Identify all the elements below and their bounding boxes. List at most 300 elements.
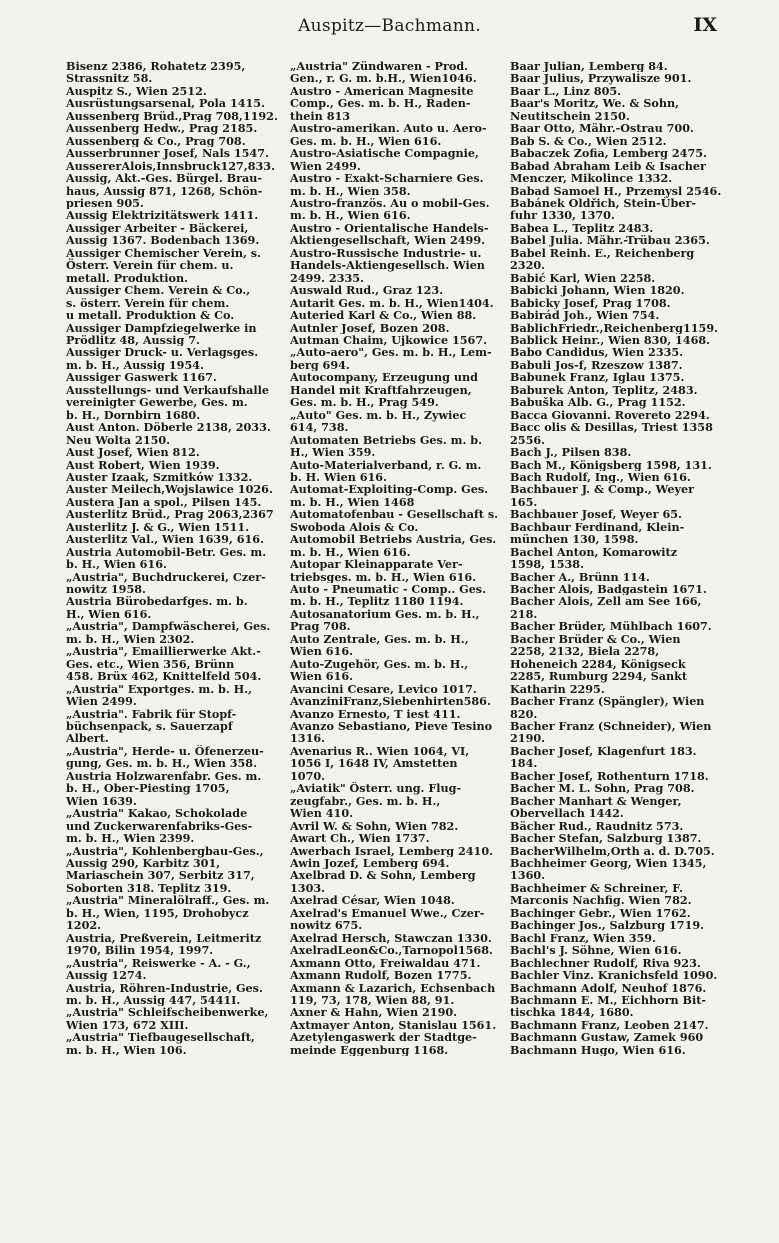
directory-entry — [66, 85, 302, 97]
entry-line: m. b. H., Wien 106. — [66, 1042, 187, 1057]
entry-line: Bachmann Hugo, Wien 616. — [510, 1043, 686, 1057]
directory-entry — [66, 708, 302, 745]
directory-entry — [66, 284, 302, 321]
entry-line: 1316. — [290, 731, 326, 745]
entry-line: Aussig, Akt.-Ges. Bürgel. Brau- — [66, 172, 263, 186]
directory-entry — [66, 346, 302, 371]
directory-entry — [66, 371, 302, 383]
entry-line: Wien 173, 672 XIII. — [66, 1017, 189, 1032]
directory-entry — [66, 172, 302, 209]
directory-entry — [510, 409, 746, 421]
entry-line: Babad Samoel H., Przemysl 2546. — [510, 184, 722, 197]
entry-line: Bacher Manhart & Wenger, — [510, 794, 682, 808]
entry-line: m. b. H., Teplitz 1180 1194. — [290, 594, 464, 608]
entry-line: m. b. H., Wien 616. — [290, 544, 411, 559]
directory-entry — [290, 558, 508, 583]
directory-entry — [290, 633, 508, 658]
directory-entry — [510, 346, 746, 358]
entry-line: Babunek Franz, Iglau 1375. — [510, 371, 685, 384]
directory-entry — [510, 944, 746, 956]
directory-entry — [510, 359, 746, 371]
entry-line: 119, 73, 178, Wien 88, 91. — [290, 992, 455, 1007]
directory-entry — [290, 869, 508, 894]
directory-entry — [66, 571, 302, 596]
entry-line: Wien 616. — [290, 669, 354, 683]
entry-line: Aussig 1274. — [66, 968, 147, 982]
entry-line: Ges. m. b. H., Prag 549. — [290, 395, 439, 409]
entry-line: Baar L., Linz 805. — [510, 84, 622, 98]
entry-line: Axmann Rudolf, Bozen 1775. — [290, 969, 472, 982]
entry-line: Bachbauer Josef, Weyer 65. — [510, 508, 682, 521]
entry-line: „Austria" Tiefbaugesellschaft, — [66, 1031, 255, 1045]
entry-line: Aussenberg & Co., Prag 708. — [66, 134, 246, 148]
directory-entry — [510, 135, 746, 147]
directory-entry — [510, 334, 746, 346]
entry-line: Swoboda Alois & Co. — [290, 519, 419, 534]
entry-line: Automobil Betriebs Austria, Ges. — [290, 533, 497, 547]
directory-entry — [510, 85, 746, 97]
entry-line: „Austria" Mineralölraff., Ges. m. — [66, 894, 270, 908]
page-title: Auspitz—Bachmann. — [298, 16, 481, 36]
entry-line: BablichFriedr.,Reichenberg1159. — [510, 321, 719, 334]
directory-entry — [510, 546, 746, 571]
entry-line: Babad Abraham Leib & Isacher — [510, 159, 706, 173]
directory-entry — [290, 334, 508, 346]
directory-entry — [510, 832, 746, 844]
entry-line: 458. Brüx 462, Knittelfeld 504. — [66, 669, 262, 683]
entry-line: „Auto" Ges. m. b. H., Zywiec — [290, 408, 467, 422]
entry-line: Aussenberg Hedw., Prag 2185. — [66, 122, 258, 135]
entry-line: Bacher Franz (Schneider), Wien — [510, 720, 712, 734]
directory-entry — [290, 708, 508, 720]
directory-entry — [510, 994, 746, 1019]
directory-entry — [510, 297, 746, 309]
directory-entry — [290, 907, 508, 932]
entry-line: Bachmann Gustaw, Zamek 960 — [510, 1031, 704, 1044]
entry-line: Auster Meilech,Wojslawice 1026. — [66, 483, 273, 496]
directory-entry — [290, 222, 508, 247]
entry-line: Aussig 1367. Bodenbach 1369. — [66, 233, 260, 247]
entry-line: 184. — [510, 756, 538, 770]
directory-entry — [290, 247, 508, 284]
entry-line: Aussig Elektrizitätswerk 1411. — [66, 209, 259, 222]
entry-line: Austerlitz Brüd., Prag 2063,2367 — [66, 508, 274, 521]
entry-line: Austria Automobil-Betr. Ges. m. — [66, 545, 267, 559]
entry-line: Aussiger Arbeiter - Bäckerei, — [66, 221, 249, 235]
entry-line: berg 694. — [290, 357, 350, 372]
entry-line: Bacher Brüder, Mühlbach 1607. — [510, 620, 712, 633]
directory-column-2 — [290, 60, 508, 1056]
entry-line: m. b. H., Wien 358. — [290, 183, 411, 197]
directory-entry — [510, 595, 746, 620]
directory-entry — [290, 434, 508, 459]
entry-line: Aussiger Chemischer Verein, s. — [66, 246, 261, 260]
entry-line: Auto-Zugehör, Ges. m. b. H., — [290, 657, 469, 671]
directory-column-1 — [66, 60, 302, 1056]
directory-entry — [66, 894, 302, 931]
entry-line: m. b. H., Wien 616. — [290, 208, 411, 222]
entry-line: Bisenz 2386, Rohatetz 2395, — [66, 60, 246, 73]
entry-line: zeugfabr., Ges. m. b. H., — [290, 793, 441, 808]
entry-line: Bachinger Gebr., Wien 1762. — [510, 906, 691, 920]
entry-line: Wien 2499. — [290, 158, 361, 173]
entry-line: 165. — [510, 494, 538, 509]
directory-entry — [290, 782, 508, 819]
entry-line: Albert. — [66, 731, 109, 745]
directory-entry — [510, 384, 746, 396]
directory-entry — [66, 160, 302, 172]
directory-entry — [510, 508, 746, 520]
entry-line: nowitz 675. — [290, 918, 363, 932]
entry-line: Automaten Betriebs Ges. m. b. — [290, 433, 482, 447]
entry-line: 2556. — [510, 432, 546, 447]
directory-entry — [66, 97, 302, 109]
entry-line: Automat-Exploiting-Comp. Ges. — [290, 483, 489, 497]
entry-line: tischka 1844, 1680. — [510, 1005, 634, 1019]
entry-line: H., Wien 359. — [290, 445, 376, 459]
directory-entry — [510, 1044, 746, 1056]
entry-line: Bacca Giovanni. Rovereto 2294. — [510, 408, 710, 422]
entry-line: Austro-französ. Au o mobil-Ges. — [290, 196, 490, 210]
entry-line: Baar Otto, Mähr.-Ostrau 700. — [510, 122, 694, 135]
entry-line: Auteried Karl & Co., Wien 88. — [290, 309, 477, 322]
entry-line: Bachler Vinz. Kranichsfeld 1090. — [510, 969, 718, 982]
directory-entry — [290, 982, 508, 1007]
entry-line: Bachmann Adolf, Neuhof 1876. — [510, 981, 707, 994]
directory-entry — [290, 197, 508, 222]
directory-column-3 — [510, 60, 746, 1056]
directory-entry — [290, 85, 508, 122]
directory-entry — [290, 894, 508, 906]
directory-entry — [510, 60, 746, 72]
entry-line: Austerlitz J. & G., Wien 1511. — [66, 520, 250, 534]
entry-line: Bacher Stefan, Salzburg 1387. — [510, 832, 702, 845]
directory-entry — [510, 633, 746, 695]
entry-line: AvanziniFranz,Siebenhirten586. — [290, 695, 491, 708]
directory-entry — [290, 172, 508, 197]
directory-entry — [510, 845, 746, 857]
entry-line: Bacher Alois, Zell am See 166, — [510, 595, 702, 609]
entry-line: Automatofenbau - Gesellschaft s. — [290, 508, 499, 522]
directory-entry — [510, 222, 746, 234]
entry-line: Ges. m. b. H., Wien 616. — [290, 133, 442, 148]
entry-line: münchen 130, 1598. — [510, 532, 639, 546]
directory-entry — [66, 932, 302, 957]
directory-entry — [66, 1031, 302, 1056]
directory-entry — [66, 595, 302, 620]
entry-line: Baar Julius, Przywalisze 901. — [510, 72, 692, 85]
directory-entry — [66, 745, 302, 770]
directory-entry — [66, 459, 302, 471]
entry-line: Austera Jan a spol., Pilsen 145. — [66, 495, 262, 509]
directory-entry — [510, 421, 746, 446]
entry-line: Avanzo Sebastiano, Pieve Tesino — [290, 720, 493, 734]
entry-line: m. b. H., Wien 2302. — [66, 631, 195, 646]
directory-entry — [66, 845, 302, 895]
entry-line: Bacher M. L. Sohn, Prag 708. — [510, 782, 695, 795]
entry-line: Soborten 318. Teplitz 319. — [66, 880, 232, 895]
directory-entry — [290, 658, 508, 683]
entry-line: büchsenpack, s. Sauerzapf — [66, 719, 233, 734]
entry-line: Bab S. & Co., Wien 2512. — [510, 134, 667, 148]
entry-line: AxelradLeon&Co.,Tarnopol1568. — [290, 944, 493, 957]
entry-line: Babea L., Teplitz 2483. — [510, 221, 654, 235]
directory-entry — [510, 471, 746, 483]
entry-line: „Austria", Herde- u. Öfenerzeu- — [66, 744, 264, 758]
directory-entry — [510, 795, 746, 820]
entry-line: Axmann & Lazarich, Echsenbach — [290, 981, 496, 995]
entry-line: thein 813 — [290, 108, 351, 123]
entry-line: Austro-Russische Industrie- u. — [290, 246, 482, 260]
entry-line: m. b. H., Aussig 1954. — [66, 357, 204, 372]
directory-entry — [290, 1031, 508, 1056]
entry-line: Bachheimer Georg, Wien 1345, — [510, 857, 707, 870]
directory-entry — [510, 982, 746, 994]
directory-entry — [290, 147, 508, 172]
entry-line: Wien 410. — [290, 806, 354, 820]
entry-line: Avenarius R.. Wien 1064, VI, — [290, 744, 470, 758]
directory-entry — [510, 1019, 746, 1031]
entry-line: Aussig 290, Karbitz 301, — [66, 856, 221, 870]
entry-line: Auto Zentrale, Ges. m. b. H., — [290, 632, 469, 646]
entry-line: 1360. — [510, 868, 546, 882]
directory-entry — [510, 459, 746, 471]
directory-entry — [290, 944, 508, 956]
entry-line: „Austria" Zündwaren - Prod. — [290, 60, 469, 73]
directory-entry — [66, 982, 302, 1007]
directory-entry — [66, 60, 302, 85]
directory-entry — [510, 396, 746, 408]
entry-line: Bacher Josef, Klagenfurt 183. — [510, 744, 697, 758]
entry-line: Axelrad César, Wien 1048. — [290, 894, 455, 907]
directory-entry — [510, 147, 746, 159]
entry-line: Wien 1639. — [66, 793, 137, 808]
entry-line: Babuli Jos-f, Rzeszow 1387. — [510, 358, 683, 372]
entry-line: Bachbauer J. & Comp., Weyer — [510, 483, 694, 497]
directory-entry — [510, 234, 746, 246]
entry-line: Ausstellungs- und Verkaufshalle — [66, 383, 270, 397]
directory-entry — [66, 421, 302, 433]
directory-entry — [290, 845, 508, 857]
entry-line: Auswald Rud., Graz 123. — [290, 284, 444, 297]
entry-line: „Austria", Buchdruckerei, Czer- — [66, 570, 266, 584]
entry-line: Ges. etc., Wien 356, Brünn — [66, 656, 235, 671]
entry-line: Avancini Cesare, Levico 1017. — [290, 682, 477, 696]
entry-line: Autman Chaim, Ujkowice 1567. — [290, 333, 488, 347]
entry-line: 2320. — [510, 258, 546, 272]
entry-line: Bachel Anton, Komarowitz — [510, 545, 678, 559]
directory-entry — [66, 807, 302, 844]
entry-line: „Austria" Schleifscheibenwerke, — [66, 1006, 269, 1020]
directory-entry — [510, 720, 746, 745]
entry-line: „Austria", Reiswerke - A. - G., — [66, 956, 251, 970]
entry-line: Gen., r. G. m. b.H., Wien1046. — [290, 71, 477, 85]
entry-line: „Aviatik" Österr. ung. Flug- — [290, 782, 462, 796]
entry-line: Austro - American Magnesite — [290, 84, 474, 98]
entry-line: Bacher Alois, Badgastein 1671. — [510, 583, 707, 596]
entry-line: Bachmann Franz, Leoben 2147. — [510, 1018, 709, 1032]
entry-line: Baar Julian, Lemberg 84. — [510, 60, 668, 73]
entry-line: m. b. H., Wien 1468 — [290, 494, 415, 509]
entry-line: priesen 905. — [66, 195, 144, 210]
entry-line: Wien 2499. — [66, 694, 137, 708]
directory-entry — [66, 1006, 302, 1031]
directory-entry — [66, 521, 302, 533]
directory-entry — [66, 110, 302, 122]
directory-entry — [510, 72, 746, 84]
entry-line: Aust Anton. Döberle 2138, 2033. — [66, 421, 271, 434]
entry-line: Babicky Josef, Prag 1708. — [510, 296, 671, 310]
entry-line: b. H., Wien 616. — [66, 557, 167, 571]
entry-line: AussererAlois,Innsbruck127,833. — [66, 159, 275, 173]
entry-line: 820. — [510, 706, 538, 721]
directory-entry — [510, 932, 746, 944]
directory-entry — [510, 907, 746, 919]
entry-line: Austro - Orientalische Handels- — [290, 221, 489, 235]
entry-line: Obervellach 1442. — [510, 806, 624, 820]
entry-line: Austria, Röhren-Industrie, Ges. — [66, 981, 263, 995]
directory-entry — [66, 620, 302, 645]
entry-line: b. H., Ober-Piesting 1705, — [66, 781, 230, 796]
entry-line: Wien 616. — [290, 644, 354, 658]
entry-line: Babel Julia. Mähr.-Trübau 2365. — [510, 234, 710, 247]
entry-line: Awin Jozef, Lemberg 694. — [290, 857, 450, 870]
entry-line: Autarit Ges. m. b. H., Wien1404. — [290, 296, 494, 310]
entry-line: Ausserbrunner Josef, Nals 1547. — [66, 147, 269, 160]
entry-line: H., Wien 616. — [66, 606, 152, 621]
directory-entry — [290, 969, 508, 981]
entry-line: Auto - Pneumatic - Comp.. Ges. — [290, 583, 486, 597]
entry-line: Prödlitz 48, Aussig 7. — [66, 332, 200, 347]
directory-entry — [510, 521, 746, 546]
directory-entry — [510, 185, 746, 197]
entry-line: Baar's Moritz, We. & Sohn, — [510, 97, 680, 111]
directory-entry — [290, 284, 508, 296]
entry-line: Autnler Josef, Bozen 208. — [290, 321, 450, 334]
entry-line: Axtmayer Anton, Stanislau 1561. — [290, 1018, 497, 1032]
directory-entry — [510, 446, 746, 458]
directory-entry — [510, 284, 746, 296]
directory-entry — [510, 820, 746, 832]
directory-entry — [510, 371, 746, 383]
entry-line: „Austria" Kakao, Schokolade — [66, 807, 248, 821]
entry-line: vereinigter Gewerbe, Ges. m. — [66, 395, 248, 410]
entry-line: Bachbaur Ferdinand, Klein- — [510, 520, 685, 534]
entry-line: Babicki Johann, Wien 1820. — [510, 284, 685, 297]
entry-line: Bachheimer & Schreiner, F. — [510, 881, 684, 895]
entry-line: b. H. Wien 616. — [290, 469, 387, 484]
entry-line: Austria Bürobedarfges. m. b. — [66, 595, 248, 609]
directory-entry — [66, 222, 302, 247]
directory-entry — [510, 160, 746, 185]
directory-entry — [510, 919, 746, 931]
directory-entry — [66, 209, 302, 221]
entry-line: Bachl Franz, Wien 359. — [510, 931, 656, 945]
entry-line: Axmann Otto, Freiwaldau 471. — [290, 956, 481, 970]
entry-line: Marconis Nachfig. Wien 782. — [510, 893, 692, 907]
entry-line: Bacher Brüder & Co., Wien — [510, 632, 681, 646]
entry-line: Auto-Materialverband, r. G. m. — [290, 458, 482, 472]
entry-line: BacherWilhelm,Orth a. d. D.705. — [510, 844, 715, 857]
entry-line: Austro - Exakt-Scharniere Ges. — [290, 172, 484, 186]
entry-line: „Austria", Kohlenbergbau-Ges., — [66, 844, 264, 858]
directory-entry — [510, 695, 746, 720]
directory-entry — [510, 957, 746, 969]
entry-line: Bablick Heinr., Wien 830, 1468. — [510, 333, 711, 347]
directory-entry — [66, 247, 302, 284]
entry-line: Bach M., Königsberg 1598, 131. — [510, 458, 712, 471]
entry-line: Austro-Asiatische Compagnie, — [290, 147, 479, 161]
directory-entry — [290, 122, 508, 147]
entry-line: Babuška Alb. G., Prag 1152. — [510, 396, 686, 409]
directory-entry — [290, 533, 508, 558]
directory-entry — [66, 384, 302, 421]
entry-line: m. b. H., Wien 2399. — [66, 831, 195, 845]
entry-line: „Austria", Emaillierwerke Akt.- — [66, 645, 261, 659]
page-header — [0, 14, 779, 44]
directory-entry — [290, 832, 508, 844]
directory-entry — [290, 932, 508, 944]
directory-entry — [510, 969, 746, 981]
entry-line: 218. — [510, 606, 538, 621]
entry-line: Bach Rudolf, Ing., Wien 616. — [510, 470, 691, 484]
entry-line: 1056 I, 1648 IV, Amstetten — [290, 756, 458, 771]
entry-line: Katharin 2295. — [510, 681, 605, 696]
directory-entry — [510, 782, 746, 794]
directory-entry — [510, 882, 746, 907]
directory-entry — [290, 409, 508, 434]
directory-entry — [290, 583, 508, 608]
entry-line: Bachinger Jos., Salzburg 1719. — [510, 919, 705, 932]
entry-line: b. H., Dornbirn 1680. — [66, 407, 201, 422]
directory-entry — [510, 770, 746, 782]
entry-line: Bacher A., Brünn 114. — [510, 570, 650, 584]
directory-entry — [66, 533, 302, 545]
entry-line: Babel Reinh. E., Reichenberg — [510, 246, 695, 260]
entry-line: Austria, Preßverein, Leitmeritz — [66, 931, 262, 945]
entry-line: Bächer Rud., Raudnitz 573. — [510, 819, 684, 833]
directory-entry — [510, 322, 746, 334]
entry-line: Österr. Verein für chem. u. — [66, 258, 234, 273]
directory-entry — [290, 820, 508, 832]
directory-entry — [290, 720, 508, 745]
directory-entry — [510, 1031, 746, 1043]
directory-entry — [510, 197, 746, 222]
entry-line: Auster Izaak, Szmitków 1332. — [66, 470, 253, 484]
entry-line: 2285, Rumburg 2294, Sankt — [510, 669, 688, 684]
entry-line: Axelrad's Emanuel Wwe., Czer- — [290, 906, 485, 920]
entry-line: 614, 738. — [290, 420, 349, 434]
entry-line: 1970, Bilin 1954, 1997. — [66, 943, 214, 957]
entry-line: Ausrüstungsarsenal, Pola 1415. — [66, 97, 265, 110]
entry-line: Bacher Josef, Rothenturn 1718. — [510, 769, 709, 783]
directory-entry — [290, 483, 508, 508]
entry-line: Avril W. & Sohn, Wien 782. — [290, 819, 459, 833]
entry-line: s. österr. Verein für chem. — [66, 295, 230, 310]
directory-entry — [66, 147, 302, 159]
entry-line: b. H., Wien, 1195, Drohobycz — [66, 905, 249, 920]
entry-line: Aussiger Dampfziegelwerke in — [66, 321, 257, 335]
directory-entry — [290, 297, 508, 309]
entry-line: Aust Josef, Wien 812. — [66, 446, 200, 459]
entry-line: Autopar Kleinapparate Ver- — [290, 558, 463, 572]
entry-line: Aussenberg Brüd.,Prag 708,1192. — [66, 109, 278, 123]
entry-line: 1303. — [290, 880, 326, 895]
directory-entry — [290, 60, 508, 85]
directory-entry — [66, 322, 302, 347]
entry-line: 1202. — [66, 918, 102, 932]
entry-line: Avanzo Ernesto, T iest 411. — [290, 707, 461, 721]
